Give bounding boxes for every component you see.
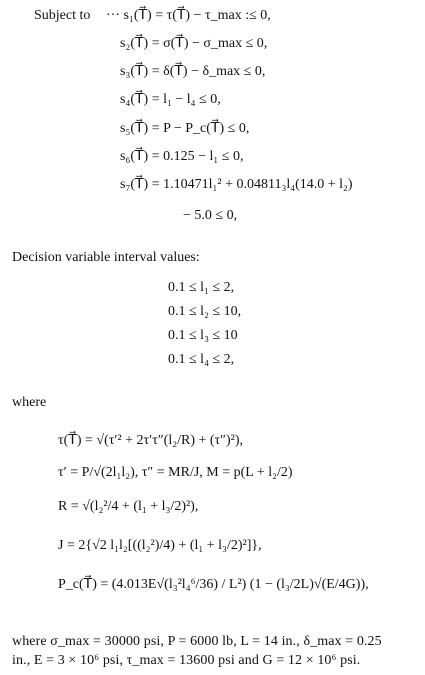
constraint-s5: s₅(T⃗) = P − P_c(T⃗) ≤ 0, <box>120 121 250 136</box>
constraint-s7-continued: − 5.0 ≤ 0, <box>183 208 238 223</box>
constraint-s1: ··· s₁(T⃗) = τ(T⃗) − τ_max :≤ 0, <box>106 8 271 23</box>
constraint-s6: s₆(T⃗) = 0.125 − l₁ ≤ 0, <box>120 149 244 164</box>
constraint-s2: s₂(T⃗) = σ(T⃗) − σ_max ≤ 0, <box>120 36 268 51</box>
interval-l4: 0.1 ≤ l₄ ≤ 2, <box>168 352 235 367</box>
interval-l1: 0.1 ≤ l₁ ≤ 2, <box>168 280 235 295</box>
interval-l2: 0.1 ≤ l₂ ≤ 10, <box>168 304 242 319</box>
subject-to-label: Subject to <box>34 8 91 23</box>
constraint-s4: s₄(T⃗) = l₁ − l₄ ≤ 0, <box>120 92 221 107</box>
decision-variable-heading: Decision variable interval values: <box>12 250 200 265</box>
where-label: where <box>12 395 47 410</box>
constraint-s7: s₇(T⃗) = 1.10471l₁² + 0.04811₃l₄(14.0 + l₂) <box>120 177 353 192</box>
j-definition: J = 2{√2 l₁l₂[((l₂²)/4) + (l₁ + l₃/2)²]}, <box>58 538 262 553</box>
pc-definition: P_c(T⃗) = (4.013E√(l₃²l₄⁶/36) / L²) (1 − (l₃/2L)√(E/4G)), <box>58 577 369 592</box>
footer-line-1: where σ_max = 30000 psi, P = 6000 lb, L = 14 in., δ_max = 0.25 <box>12 634 382 649</box>
tau-prime-definition: τ′ = P/√(2l₁l₂), τ″ = MR/J, M = p(L + l₂/2) <box>58 465 293 480</box>
constraint-s3: s₃(T⃗) = δ(T⃗) − δ_max ≤ 0, <box>120 64 266 79</box>
tau-definition: τ(T⃗) = √(τ′² + 2τ′τ″(l₂/R) + (τ″)²), <box>58 433 244 448</box>
r-definition: R = √(l₂²/4 + (l₁ + l₃/2)²), <box>58 499 199 514</box>
interval-l3: 0.1 ≤ l₃ ≤ 10 <box>168 328 238 343</box>
footer-line-2: in., E = 3 × 10⁶ psi, τ_max = 13600 psi and G = 12 × 10⁶ psi. <box>12 653 361 668</box>
